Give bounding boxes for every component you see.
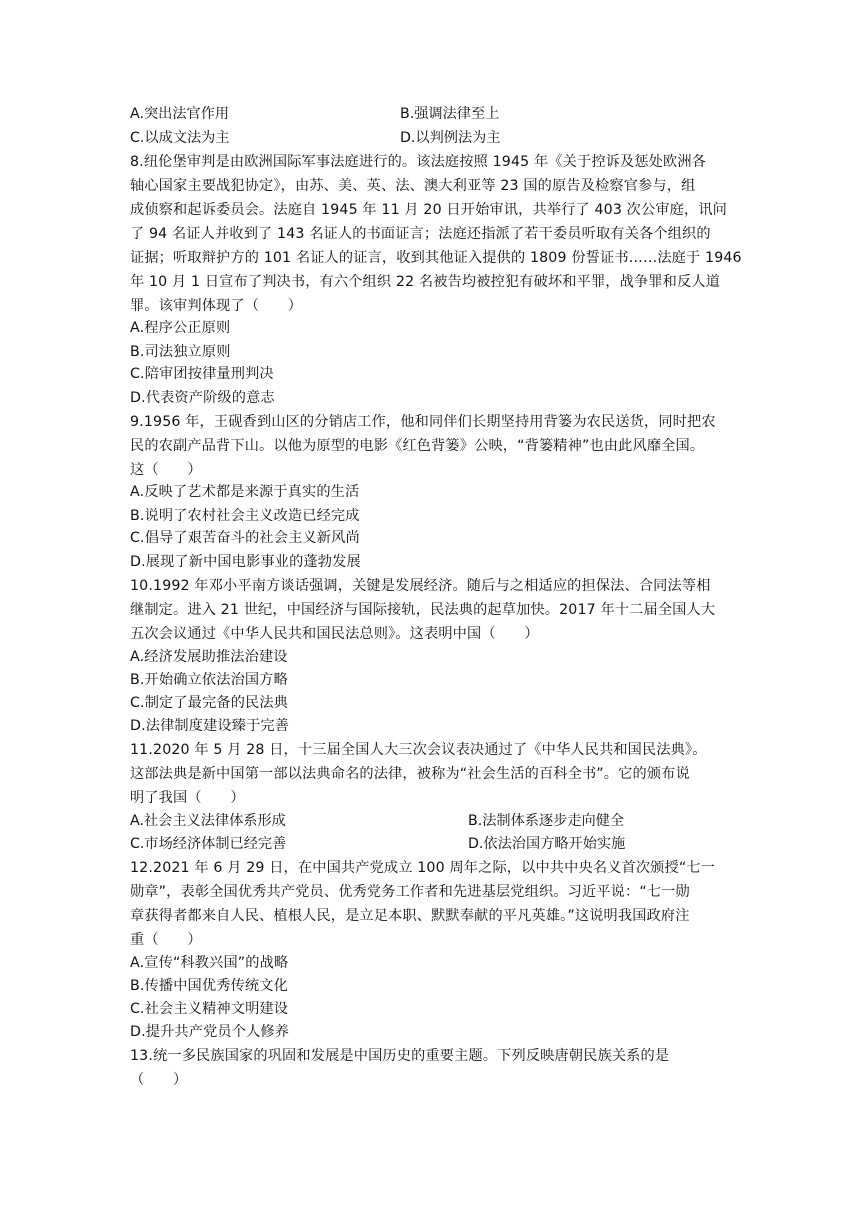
q11-option-b: B.法制体系逐步走向健全 (468, 813, 625, 829)
q9-stem-line: 9.1956 年，王砚香到山区的分销店工作，他和同伴们长期坚持用背篓为农民送货，同时把农 (130, 414, 716, 430)
q10-stem-line: 继制定。进入 21 世纪，中国经济与国际接轨，民法典的起草加快。2017 年十二届全国人大 (130, 602, 716, 618)
q12-option-b: B.传播中国优秀传统文化 (130, 978, 288, 994)
q11-option-c: C.市场经济体制已经完善 (130, 836, 287, 852)
q10-option-b: B.开始确立依法治国方略 (130, 672, 288, 688)
q11-stem-line: 这部法典是新中国第一部以法典命名的法律，被称为“社会生活的百科全书”。它的颁布说 (130, 766, 690, 782)
q9-option-b: B.说明了农村社会主义改造已经完成 (130, 508, 360, 524)
prev-option-b: B.强调法律至上 (400, 106, 500, 122)
prev-option-a: A.突出法官作用 (130, 106, 230, 122)
q12-stem-line: 12.2021 年 6 月 29 日，在中国共产党成立 100 周年之际，以中共中央名义首次颁授“七一 (130, 860, 716, 876)
q8-stem-line: 8.纽伦堡审判是由欧洲国际军事法庭进行的。该法庭按照 1945 年《关于控诉及惩处欧洲各 (130, 154, 707, 170)
q9-option-c: C.倡导了艰苦奋斗的社会主义新风尚 (130, 530, 360, 546)
q10-stem-line: 10.1992 年邓小平南方谈话强调，关键是发展经济。随后与之相适应的担保法、合同法等相 (130, 578, 711, 594)
q10-stem-line: 五次会议通过《中华人民共和国民法总则》。这表明中国（ ） (130, 626, 539, 642)
q9-stem-line: 民的农副产品背下山。以他为原型的电影《红色背篓》公映，“背篓精神”也由此风靡全国。 (130, 438, 705, 454)
q8-stem-line: 证据；听取辩护方的 101 名证人的证言，收到其他证入提供的 1809 份誓证书……法庭于 1946 (130, 250, 742, 266)
q8-stem-line: 了 94 名证人并收到了 143 名证人的书面证言；法庭还指派了若干委员听取有关各个组织的 (130, 226, 711, 242)
prev-option-c: C.以成文法为主 (130, 130, 230, 146)
q9-option-a: A.反映了艺术都是来源于真实的生活 (130, 484, 360, 500)
q8-option-b: B.司法独立原则 (130, 344, 231, 360)
q11-stem-line: 11.2020 年 5 月 28 日，十三届全国人大三次会议表决通过了《中华人民共和国民法典》。 (130, 742, 707, 758)
q8-stem-line: 成侦察和起诉委员会。法庭自 1945 年 11 月 20 日开始审讯，共举行了 403 次公审庭，讯问 (130, 202, 728, 218)
q12-stem-line: 章获得者都来自人民、植根人民，是立足本职、默默奉献的平凡英雄。”这说明我国政府注 (130, 908, 690, 924)
q12-option-d: D.提升共产党员个人修养 (130, 1024, 290, 1040)
q8-option-d: D.代表资产阶级的意志 (130, 390, 275, 406)
q11-option-d: D.依法治国方略开始实施 (468, 836, 626, 852)
q13-stem-line: 13.统一多民族国家的巩固和发展是中国历史的重要主题。下列反映唐朝民族关系的是 (130, 1048, 670, 1064)
q10-option-c: C.制定了最完备的民法典 (130, 695, 289, 711)
q8-stem-line: 轴心国家主要战犯协定》，由苏、美、英、法、澳大利亚等 23 国的原告及检察官参与，组 (130, 178, 696, 194)
q11-option-a: A.社会主义法律体系形成 (130, 813, 286, 829)
q9-option-d: D.展现了新中国电影事业的蓬勃发展 (130, 554, 361, 570)
q12-option-c: C.社会主义精神文明建设 (130, 1001, 289, 1017)
q10-option-d: D.法律制度建设臻于完善 (130, 718, 290, 734)
q8-option-c: C.陪审团按律量刑判决 (130, 366, 274, 382)
q10-option-a: A.经济发展助推法治建设 (130, 649, 288, 665)
q13-stem-line: （ ） (130, 1072, 188, 1088)
prev-option-d: D.以判例法为主 (400, 130, 501, 146)
q8-option-a: A.程序公正原则 (130, 320, 231, 336)
q8-stem-line: 罪。该审判体现了（ ） (130, 298, 303, 314)
q11-stem-line: 明了我国（ ） (130, 790, 245, 806)
q8-stem-line: 年 10 月 1 日宣布了判决书，有六个组织 22 名被告均被控犯有破坏和平罪，战争罪和反人道 (130, 274, 720, 290)
q12-stem-line: 重（ ） (130, 932, 202, 948)
q12-stem-line: 勋章”，表彰全国优秀共产党员、优秀党务工作者和先进基层党组织。习近平说：“七一勋 (130, 884, 690, 900)
q9-stem-line: 这（ ） (130, 462, 202, 478)
q12-option-a: A.宣传“科教兴国”的战略 (130, 955, 289, 971)
